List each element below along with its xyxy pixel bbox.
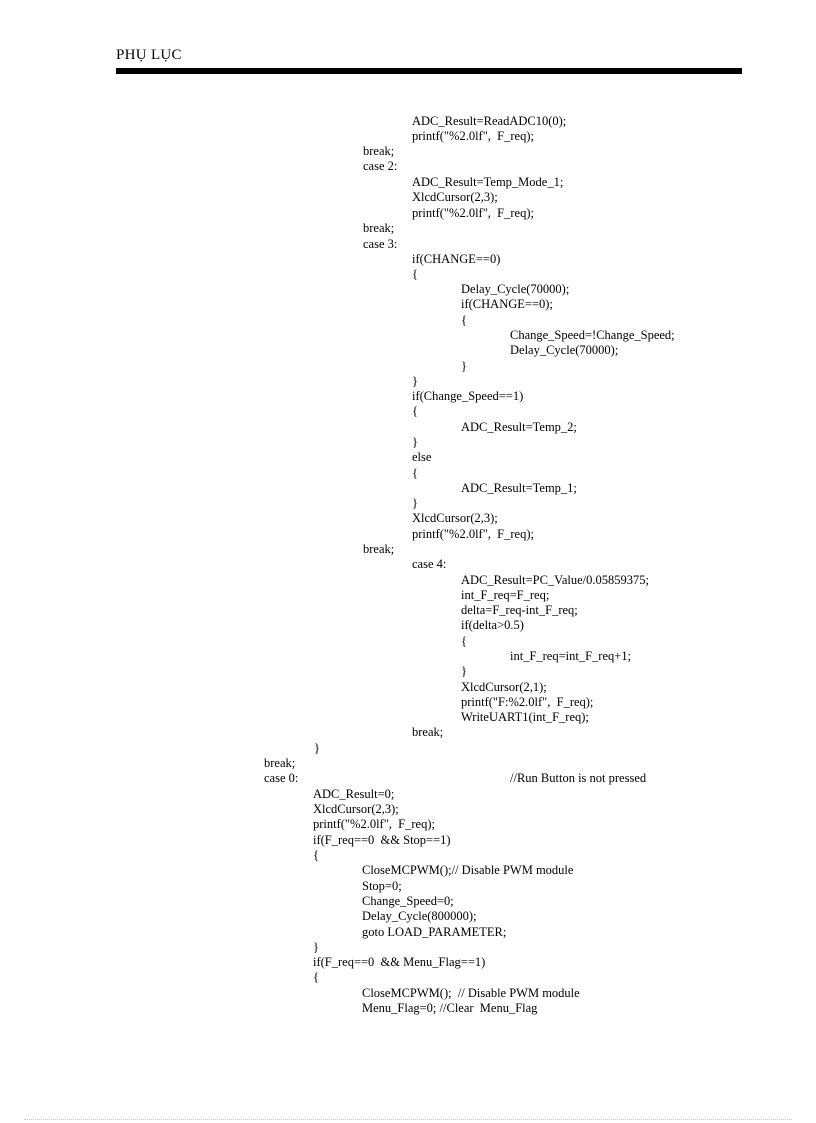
code-line: if(F_req==0 && Menu_Flag==1) (313, 955, 486, 969)
code-line: } (314, 741, 320, 755)
code-line: } (461, 664, 467, 678)
header-rule (116, 68, 742, 74)
code-comment: //Run Button is not pressed (510, 771, 647, 785)
code-line: int_F_req=int_F_req+1; (510, 649, 632, 663)
code-line: ADC_Result=PC_Value/0.05859375; (461, 573, 649, 587)
code-line: { (412, 466, 418, 480)
code-line: delta=F_req-int_F_req; (461, 603, 578, 617)
code-line: break; (264, 756, 296, 770)
code-line: { (412, 404, 418, 418)
code-line: if(CHANGE==0); (461, 297, 553, 311)
code-line: { (313, 848, 319, 862)
page-header-title: PHỤ LỤC (116, 47, 182, 63)
code-line: CloseMCPWM();// Disable PWM module (362, 863, 574, 877)
code-line: int_F_req=F_req; (461, 588, 550, 602)
code-line: Delay_Cycle(70000); (461, 282, 570, 296)
code-line: { (412, 267, 418, 281)
code-line: case 0: (264, 771, 299, 785)
code-line: WriteUART1(int_F_req); (461, 710, 589, 724)
code-line: } (412, 496, 418, 510)
code-line: if(Change_Speed==1) (412, 389, 524, 403)
code-line: CloseMCPWM(); // Disable PWM module (362, 986, 580, 1000)
code-line: Delay_Cycle(70000); (510, 343, 619, 357)
code-line: goto LOAD_PARAMETER; (362, 925, 507, 939)
code-line: case 3: (363, 237, 398, 251)
code-line: break; (363, 221, 395, 235)
code-line: ADC_Result=Temp_Mode_1; (412, 175, 564, 189)
code-line: break; (363, 144, 395, 158)
code-line: if(F_req==0 && Stop==1) (313, 833, 451, 847)
code-line: case 4: (412, 557, 447, 571)
code-line: if(delta>0.5) (461, 618, 524, 632)
code-line: printf("%2.0lf", F_req); (412, 129, 534, 143)
code-line: Change_Speed=0; (362, 894, 454, 908)
code-line: } (461, 359, 467, 373)
code-line: ADC_Result=0; (313, 787, 395, 801)
code-line: } (412, 374, 418, 388)
code-line: Change_Speed=!Change_Speed; (510, 328, 675, 342)
code-line: ADC_Result=ReadADC10(0); (412, 114, 567, 128)
code-line: case 2: (363, 159, 398, 173)
code-line: { (313, 970, 319, 984)
code-line: ADC_Result=Temp_2; (461, 420, 577, 434)
code-line: Delay_Cycle(800000); (362, 909, 477, 923)
code-line: ADC_Result=Temp_1; (461, 481, 577, 495)
code-line: } (313, 940, 319, 954)
code-line: XlcdCursor(2,3); (313, 802, 399, 816)
code-line: XlcdCursor(2,1); (461, 680, 547, 694)
code-line: printf("%2.0lf", F_req); (313, 817, 435, 831)
code-line: break; (363, 542, 395, 556)
code-line: printf("%2.0lf", F_req); (412, 206, 534, 220)
code-line: Menu_Flag=0; //Clear Menu_Flag (362, 1001, 538, 1015)
code-line: } (412, 435, 418, 449)
code-line: printf("%2.0lf", F_req); (412, 527, 534, 541)
code-line: { (461, 634, 467, 648)
code-line: if(CHANGE==0) (412, 252, 501, 266)
code-line: XlcdCursor(2,3); (412, 511, 498, 525)
code-line: else (412, 450, 432, 464)
code-line: { (461, 313, 467, 327)
page-bottom-border (24, 1119, 792, 1120)
code-line: break; (412, 725, 444, 739)
code-line: XlcdCursor(2,3); (412, 190, 498, 204)
code-line: Stop=0; (362, 879, 402, 893)
code-line: printf("F:%2.0lf", F_req); (461, 695, 594, 709)
